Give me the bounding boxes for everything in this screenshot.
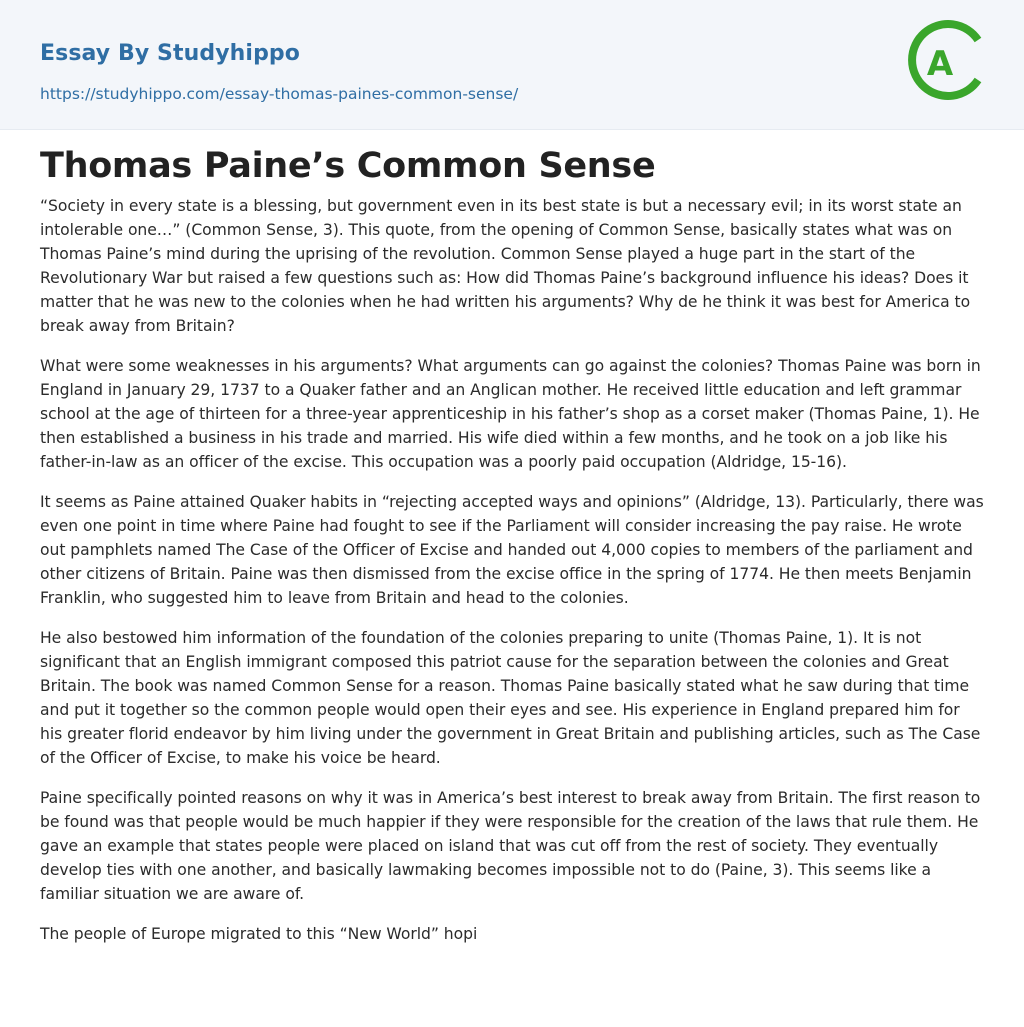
paragraph-5: Paine specifically pointed reasons on why it was in America’s best interest to break away from Britain. The first reason to be found was that people would be much happier if they were responsible for the creation of the laws that rule them. He gave an example that states people were placed on island that was cut off from the rest of society. They eventually develop ties with one another, and basically lawmaking becomes impossible not to do (Paine, 3). This seems like a familiar situation we are aware of.: [40, 789, 981, 903]
page-title: Thomas Paine’s Common Sense: [40, 146, 656, 186]
article-body: [40, 194, 986, 962]
paragraph-2: What were some weaknesses in his arguments? What arguments can go against the colonies? Thomas Paine was born in England in January 29, 1737 to a Quaker father and an Anglican mother. He received little education and left grammar school at the age of thirteen for a three-year apprenticeship in his father’s shop as a corset maker (Thomas Paine, 1). He then established a business in his trade and married. His wife died within a few months, and he took on a job like his father-in-law as an officer of the excise. This occupation was a poorly paid occupation (Aldridge, 15-16).: [40, 357, 981, 471]
paragraph-1: “Society in every state is a blessing, but government even in its best state is but a necessary evil; in its worst state an intolerable one…” (Common Sense, 3). This quote, from the opening of Common Sense, basically states what was on Thomas Paine’s mind during the uprising of the revolution. Common Sense played a huge part in the start of the Revolutionary War but raised a few questions such as: How did Thomas Paine’s background influence his ideas? Does it matter that he was new to the colonies when he had written his arguments? Why de he think it was best for America to break away from Britain?: [40, 197, 971, 335]
paragraph-6: The people of Europe migrated to this “New World” hopi: [40, 925, 478, 943]
essay-url-link[interactable]: https://studyhippo.com/essay-thomas-paines-common-sense/: [40, 85, 519, 103]
paragraph-4: He also bestowed him information of the foundation of the colonies preparing to unite (Thomas Paine, 1). It is not significant that an English immigrant composed this patriot cause for the separation between the colonies and Great Britain. The book was named Common Sense for a reason. Thomas Paine basically stated what he saw during that time and put it together so the common people would open their eyes and see. His experience in England prepared him for his greater florid endeavor by him living under the government in Great Britain and publishing articles, such as The Case of the Officer of Excise, to make his voice be heard.: [40, 629, 981, 767]
logo-letter: A: [926, 44, 954, 84]
paragraph-3: It seems as Paine attained Quaker habits in “rejecting accepted ways and opinions” (Aldridge, 13). Particularly, there was even one point in time where Paine had fought to see if the Parliament will consider increasing the pay raise. He wrote out pamphlets named The Case of the Officer of Excise and handed out 4,000 copies to members of the parliament and other citizens of Britain. Paine was then dismissed from the excise office in the spring of 1774. He then meets Benjamin Franklin, who suggested him to leave from Britain and head to the colonies.: [40, 493, 984, 607]
studyhippo-logo-icon[interactable]: [908, 18, 988, 106]
site-brand[interactable]: Essay By Studyhippo: [40, 41, 300, 66]
